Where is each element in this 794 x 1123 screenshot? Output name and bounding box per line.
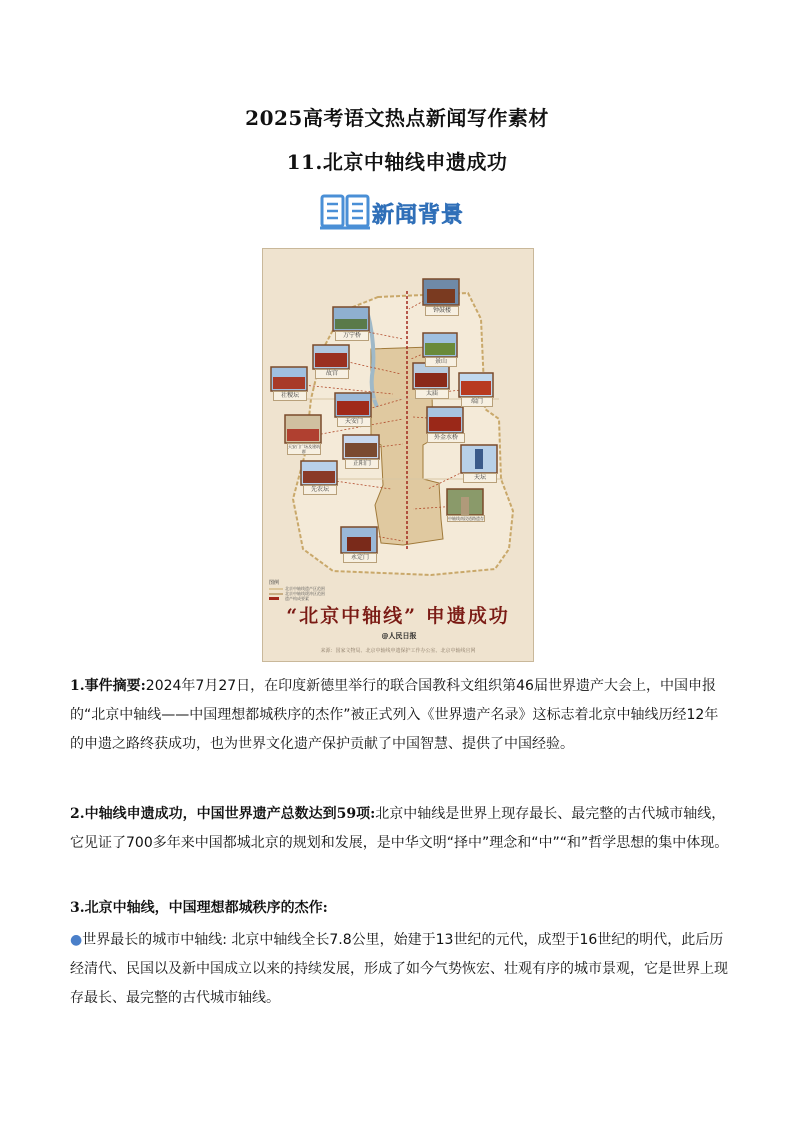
place-label: 天坛 bbox=[463, 473, 497, 483]
section-heritage-count bbox=[70, 800, 730, 858]
section-text: 北京中轴线是世界上现存最长、最完整的古代城市轴线，它见证了700多年来中国都城北京的规划和发展，是中华文明“择中”理念和“中”“和”哲学思想的集中体现。 bbox=[70, 806, 729, 851]
book-icon bbox=[320, 194, 370, 230]
place-label: 中轴线南段道路遗存 bbox=[448, 516, 484, 521]
place-label: 永定门 bbox=[343, 553, 377, 563]
place-label: 天安门 bbox=[337, 417, 371, 427]
place-label: 故宫 bbox=[315, 369, 349, 379]
section-heading: 2.中轴线申遗成功，中国世界遗产总数达到59项: bbox=[70, 806, 376, 822]
legend-item: 北京中轴线遗产区范围 bbox=[285, 586, 325, 591]
section-heading: 3.北京中轴线，中国理想都城秩序的杰作: bbox=[70, 900, 328, 916]
section-text: 世界最长的城市中轴线: 北京中轴线全长7.8公里，始建于13世纪的元代，成型于16世纪的明代，此后历经清代、民国以及新中国成立以来的持续发展，形成了如今气势恢宏、壮观有序的城市景观，它是世界上现存最长、最完整的古代城市轴线。 bbox=[70, 932, 728, 1006]
legend-item: 遗产构成要素 bbox=[285, 596, 309, 601]
section-heading: 1.事件摘要: bbox=[70, 678, 146, 694]
poster-caption: “北京中轴线” 申遗成功 bbox=[286, 605, 510, 627]
place-label: 景山 bbox=[425, 357, 457, 367]
place-label: 端门 bbox=[461, 397, 493, 407]
page-subtitle: 11.北京中轴线申遗成功 bbox=[286, 150, 508, 174]
place-label: 社稷坛 bbox=[273, 391, 307, 401]
place-label: 正阳门 bbox=[345, 459, 379, 469]
bullet-icon: ● bbox=[70, 932, 83, 948]
place-label: 钟鼓楼 bbox=[425, 306, 459, 316]
place-label: 天安门广场及建筑群 bbox=[288, 444, 320, 454]
poster-source: 来源：国家文物局、北京中轴线申遗保护工作办公室、北京中轴线官网 bbox=[320, 648, 476, 654]
section-event-summary bbox=[70, 672, 730, 759]
section-text: 2024年7月27日，在印度新德里举行的联合国教科文组织第46届世界遗产大会上，中国申报的“北京中轴线——中国理想都城秩序的杰作”被正式列入《世界遗产名录》这标志着北京中轴线历经12年的申遗之路终获成功，也为世界文化遗产保护贡献了中国智慧、提供了中国经验。 bbox=[70, 678, 719, 752]
axis-map-poster bbox=[262, 248, 534, 662]
section-longest-axis bbox=[70, 926, 730, 1013]
place-label: 太庙 bbox=[415, 389, 449, 399]
place-label: 外金水桥 bbox=[427, 433, 465, 443]
section-masterpiece bbox=[70, 894, 730, 923]
badge-label: 新闻背景 bbox=[372, 203, 465, 228]
place-label: 万宁桥 bbox=[335, 331, 369, 341]
legend-item: 北京中轴线缓冲区范围 bbox=[285, 591, 325, 596]
publisher-logo: @人民日报 bbox=[381, 632, 417, 640]
legend-title: 图例 bbox=[269, 580, 280, 586]
place-label: 先农坛 bbox=[303, 485, 337, 495]
news-background-badge bbox=[320, 192, 480, 236]
page-title: 2025高考语文热点新闻写作素材 bbox=[245, 106, 549, 130]
